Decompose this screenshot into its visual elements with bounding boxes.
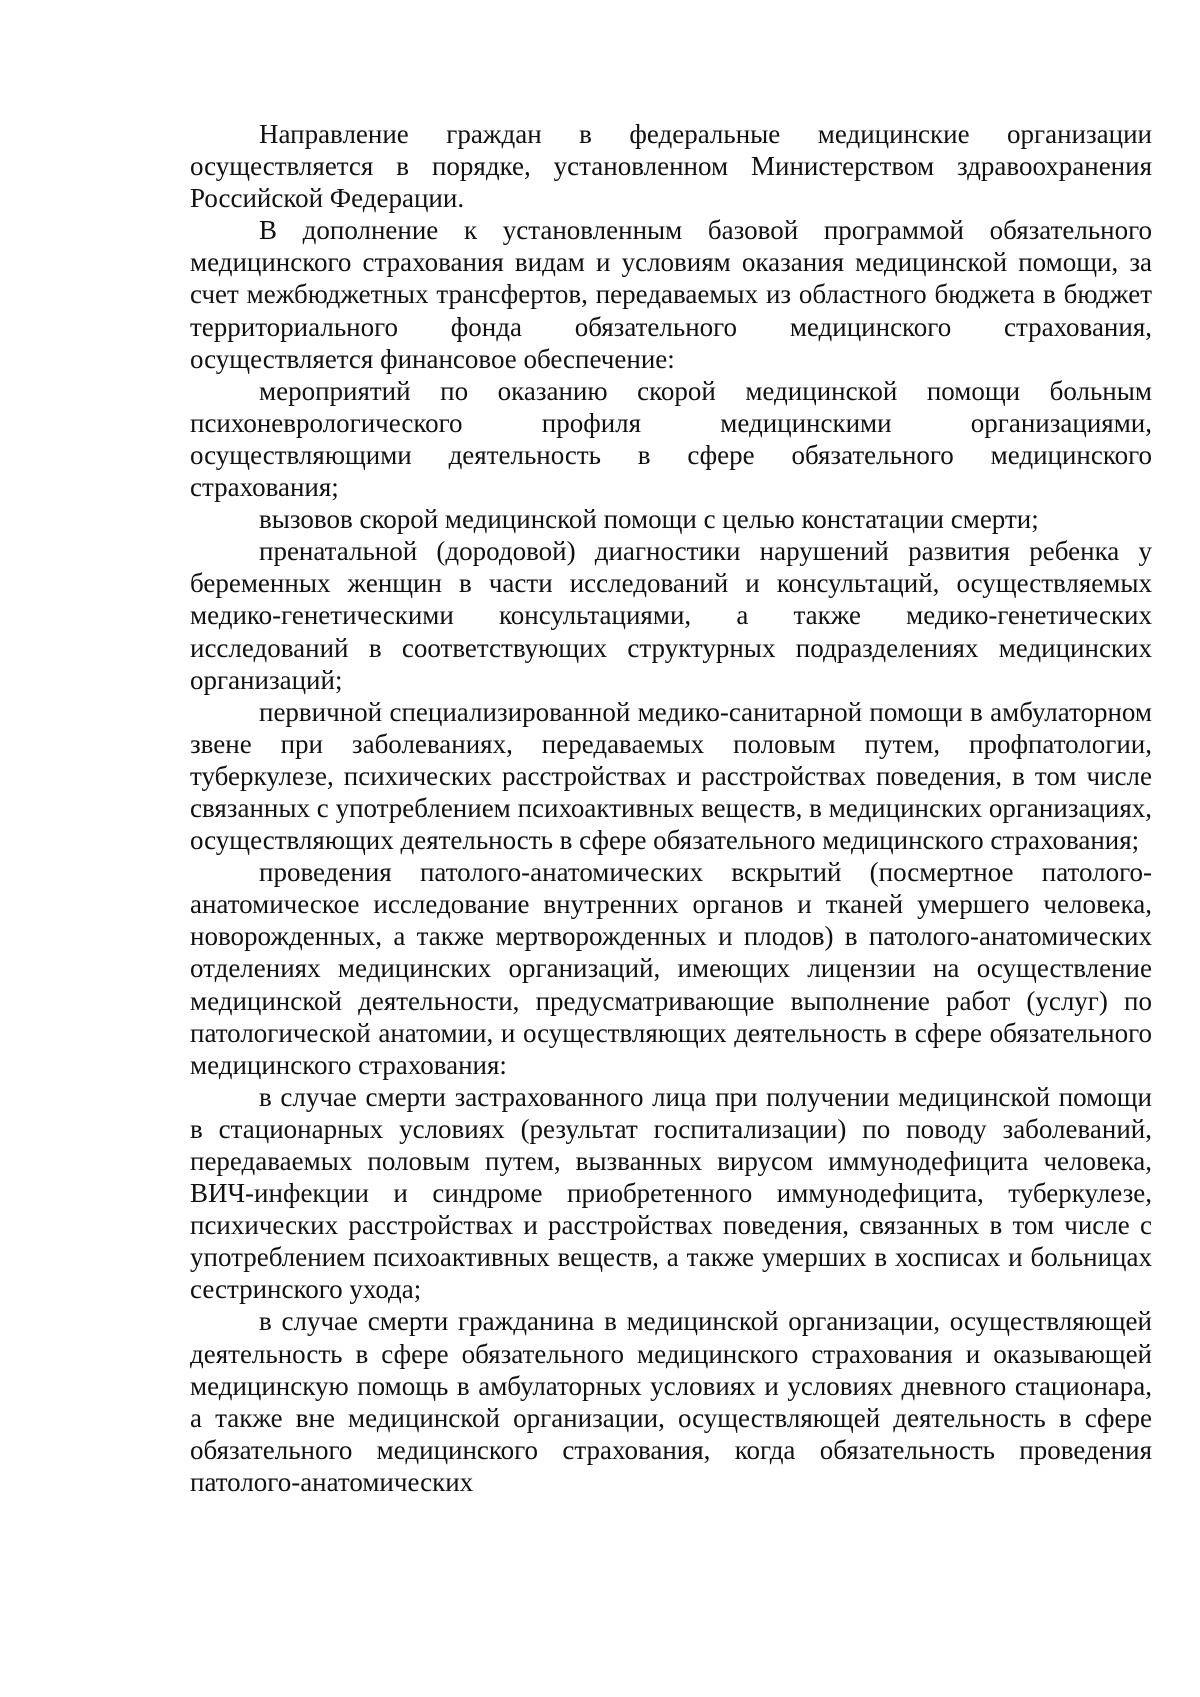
paragraph-ambulance-psychoneuro: мероприятий по оказанию скорой медицинской помощи больным психоневрологического профиля медицинскими организациями, осуществляющими деятельность в сфере обязательного медицинского страхования; xyxy=(190,375,1152,503)
paragraph-insured-death-inpatient: в случае смерти застрахованного лица при получении медицинской помощи в стационарных условиях (результат госпитализации) по поводу заболеваний, передаваемых половым путем, вызванных вирусом иммунодефицита человека, ВИЧ-инфекции и синдроме приобретенного иммунодефицита, туберкулезе, психических расстройствах и расстройствах поведения, связанных в том числе с употреблением психоактивных веществ, а также умерших в хосписах и больницах сестринского ухода; xyxy=(190,1081,1152,1305)
paragraph-ambulance-death-calls: вызовов скорой медицинской помощи с целью констатации смерти; xyxy=(259,504,1039,535)
paragraph-primary-specialized-care: первичной специализированной медико-санитарной помощи в амбулаторном звене при заболеваниях, передаваемых половым путем, профпатологии, туберкулезе, психических расстройствах и расстройствах поведения, в том числе связанных с употреблением психоактивных веществ, в медицинских организациях, осуществляющих деятельность в сфере обязательного медицинского страхования; xyxy=(190,696,1152,856)
paragraph-prenatal-diagnostics: пренатальной (дородовой) диагностики нарушений развития ребенка у беременных женщин в части исследований и консультаций, осуществляемых медико-генетическими консультациями, а также медико-генетических исследований в соответствующих структурных подразделениях медицинских организаций; xyxy=(190,536,1152,695)
paragraph-financing-intro: В дополнение к установленным базовой программой обязательного медицинского страхования видам и условиям оказания медицинской помощи, за счет межбюджетных трансфертов, передаваемых из областного бюджета в бюджет территориального фонда обязательного медицинского страхования, осуществляется финансовое обеспечение: xyxy=(190,215,1152,374)
paragraph-citizen-death-outpatient: в случае смерти гражданина в медицинской организации, осуществляющей деятельность в сфере обязательного медицинского страхования и оказывающей медицинскую помощь в амбулаторных условиях и условиях дневного стационара, а также вне медицинской организации, осуществляющей деятельность в сфере обязательного медицинского страхования, когда обязательность проведения патолого-анатомических xyxy=(190,1306,1152,1497)
document-page xyxy=(190,118,1152,1498)
paragraph-federal-referral: Направление граждан в федеральные медицинские организации осуществляется в порядке, установленном Министерством здравоохранения Российской Федерации. xyxy=(190,119,1152,214)
paragraph-pathology-autopsies: проведения патолого-анатомических вскрытий (посмертное патолого-анатомическое исследование внутренних органов и тканей умершего человека, новорожденных, а также мертворожденных и плодов) в патолого-анатомических отделениях медицинских организаций, имеющих лицензии на осуществление медицинской деятельности, предусматривающие выполнение работ (услуг) по патологической анатомии, и осуществляющих деятельность в сфере обязательного медицинского страхования: xyxy=(190,857,1152,1080)
